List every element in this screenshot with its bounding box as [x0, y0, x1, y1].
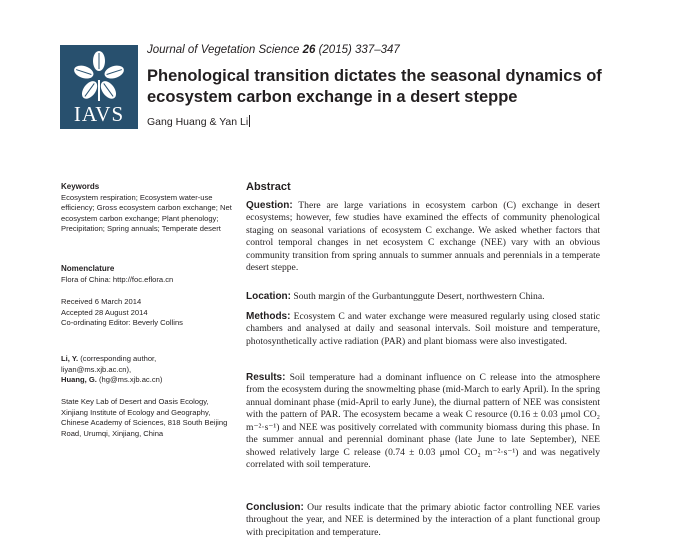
question-text: There are large variations in ecosystem carbon (C) exchange in desert ecosystems; however, few studies have examined the effects of community phenological staging on seasonal variations of ecosystem C exchange. We asked whether factors that control temporal changes in net ecosystem C exchange (NEE) vary with an obvious community transition from spring annuals to summer annuals and perennials in a temperate desert steppe. [246, 200, 600, 274]
authors-line[interactable] [147, 115, 250, 128]
author2-email[interactable]: (hg@ms.xjb.ac.cn) [96, 375, 163, 385]
nomenclature-block [61, 264, 233, 285]
nomenclature-text: Flora of China: http://foc.eflora.cn [61, 274, 174, 284]
dates-block [61, 297, 233, 329]
affiliation-text: State Key Lab of Desert and Oasis Ecology, Xinjiang Institute of Ecology and Geography, Chinese Academy of Sciences, 818 South Beijing Road, Urumqi, Xinjiang, China [61, 397, 228, 438]
abstract-conclusion [246, 502, 600, 539]
text-cursor [249, 115, 250, 127]
location-text: South margin of the Gurbantunggute Desert, northwestern China. [293, 291, 545, 302]
iavs-logo [60, 45, 138, 129]
keywords-block [61, 182, 233, 235]
received-date: Received 6 March 2014 [61, 297, 142, 306]
conclusion-label: Conclusion: [246, 502, 304, 513]
accepted-date: Accepted 28 August 2014 [61, 307, 148, 317]
journal-year: (2015) [318, 44, 352, 56]
methods-text: Ecosystem C and water exchange were measured regularly using closed static chambers and analysed at daily and seasonal intervals. Soil moisture and temperature, photosynthetically active radiation (PAR) and plant biomass were also investigated. [246, 311, 600, 347]
question-label: Question: [246, 200, 293, 211]
results-text: Soil temperature had a dominant influence on C release into the atmosphere from the ecosystem during the snowmelting phase (mid-March to early April). In the spring annual dominant phase (mid-April to early June), the diurnal pattern of NEE was consistent with the pattern of PAR. The ecosystem became a weak C resource (0.16 ± 0.03 μmol CO₂ m⁻²·s⁻¹) and NEE was positively correlated with community biomass during this phase. In the summer annual and perennial dominant phase (late June to late September), NEE showed relatively large C release (0.74 ± 0.03 μmol CO₂ m⁻²·s⁻¹) and was negatively correlated with soil temperature. [246, 372, 600, 471]
abstract-heading: Abstract [246, 181, 291, 193]
logo-text: IAVS [73, 102, 125, 126]
journal-pages: 337–347 [355, 44, 400, 56]
correspondence-block [61, 354, 233, 386]
abstract-question [246, 200, 600, 275]
author1-note: (corresponding author, [78, 354, 157, 363]
abstract-results [246, 372, 600, 472]
conclusion-text: Our results indicate that the primary abiotic factor controlling NEE varies throughout the year, and NEE is determined by the interaction of a plant functional group with precipitation and temperature. [246, 502, 600, 538]
journal-citation [147, 44, 400, 56]
author2-name: Huang, G. [61, 375, 97, 385]
abstract-location [246, 291, 600, 303]
coordinating-editor: Co-ordinating Editor: Beverly Collins [61, 318, 183, 328]
keywords-text: Ecosystem respiration; Ecosystem water-use efficiency; Gross ecosystem carbon exchange; Net ecosystem carbon exchange; Plant phenology; Precipitation; Spring annuals; Temperate desert [61, 192, 232, 234]
author1-email[interactable]: liyan@ms.xjb.ac.cn), [61, 364, 132, 374]
methods-label: Methods: [246, 311, 291, 322]
location-label: Location: [246, 291, 291, 302]
authors: Gang Huang & Yan Li [147, 116, 249, 128]
abstract-methods [246, 311, 600, 348]
nomenclature-heading: Nomenclature [61, 264, 115, 273]
keywords-heading: Keywords [61, 182, 100, 191]
paper-title: Phenological transition dictates the seasonal dynamics of ecosystem carbon exchange in a desert steppe [147, 67, 602, 106]
journal-name: Journal of Vegetation Science [147, 44, 300, 56]
results-label: Results: [246, 372, 286, 383]
leaf-icon [70, 50, 128, 102]
journal-volume: 26 [302, 44, 316, 56]
author1-name: Li, Y. [61, 354, 79, 363]
affiliation-block [61, 397, 233, 439]
